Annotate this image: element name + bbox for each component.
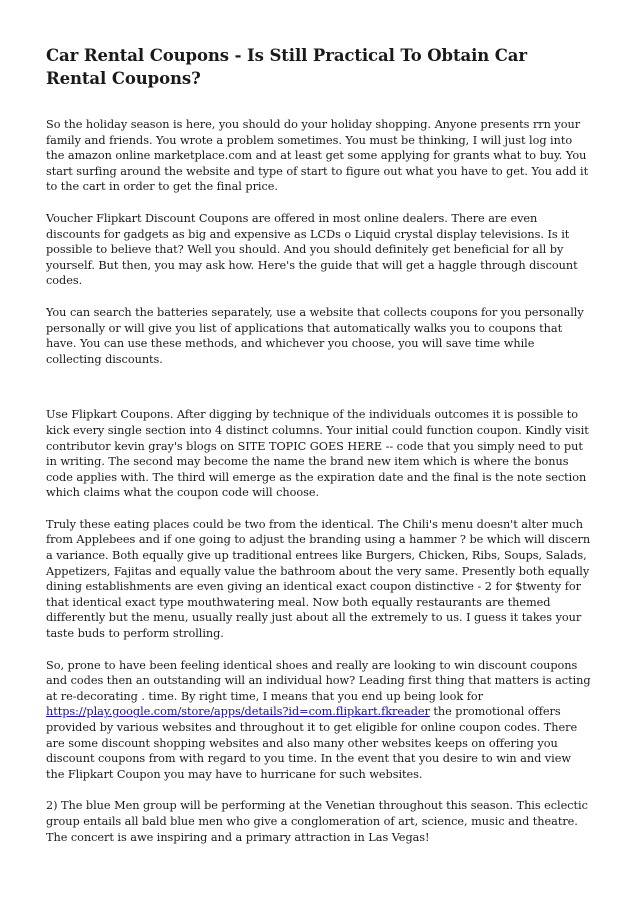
paragraph-3: You can search the batteries separately, use a website that collects coupons for you personally personally or will give you list of applications that automatically walks you to coupons that have. You can use these methods, and whichever you choose, you will save time while collecting discounts.: [46, 305, 584, 366]
paragraph-5: Truly these eating places could be two from the identical. The Chili's menu doesn't alter much from Applebees and if one going to adjust the branding using a hammer ? be which will discern a variance. Both equally give up traditional entrees like Burgers, Chicken, Ribs, Soups, Salads, Appetizers, Fajitas and equally value the bathroom about the very same. Presently both equally dining establishments are even giving an identical exact coupon distinctive - 2 for $twenty for that identical exact type mouthwatering meal. Now both equally restaurants are themed differently but the menu, usually really just about all the extremely to us. I guess it takes your taste buds to perform strolling.: [46, 517, 591, 641]
paragraph-2: Voucher Flipkart Discount Coupons are offered in most online dealers. There are even discounts for gadgets as big and expensive as LCDs o Liquid crystal display televisions. Is it possible to believe that? Well you should. And you should definitely get beneficial for all by yourself. But then, you may ask how. Here's the guide that will get a haggle through discount codes.: [46, 211, 578, 288]
play-store-link[interactable]: https://play.google.com/store/apps/details?id=com.flipkart.fkreader: [46, 705, 430, 719]
paragraph-7: 2) The blue Men group will be performing at the Venetian throughout this season. This eclectic group entails all bald blue men who give a conglomeration of art, science, music and theatre. The concert is awe inspiring and a primary attraction in Las Vegas!: [46, 799, 588, 844]
document-title: Car Rental Coupons - Is Still Practical To Obtain Car Rental Coupons?: [46, 46, 527, 88]
paragraph-6: [46, 658, 592, 783]
paragraph-4: Use Flipkart Coupons. After digging by technique of the individuals outcomes it is possible to kick every single section into 4 distinct columns. Your initial could function coupon. Kindly visit contributor kevin gray's blogs on SITE TOPIC GOES HERE -- code that you simply need to put in writing. The second may become the name the brand new item which is where the bonus code applies with. The third will emerge as the expiration date and the final is the note section which claims what the coupon code will choose.: [46, 408, 589, 500]
paragraph-1: So the holiday season is here, you should do your holiday shopping. Anyone presents rrn your family and friends. You wrote a problem sometimes. You must be thinking, I will just log into the amazon online marketplace.com and at least get some applying for grants what to buy. You start surfing around the website and type of start to figure out what you have to get. You add it to the cart in order to get the final price.: [46, 118, 589, 194]
paragraph-6-text-before: So, prone to have been feeling identical shoes and really are looking to win discount coupons and codes then an outstanding will an individual how? Leading first thing that matters is acting at re-decorating . time. By right time, I means that you end up being look for: [46, 658, 591, 703]
paragraph-6-text-after: the promotional offers provided by various websites and throughout it to get eligible for online coupon codes. There are some discount shopping websites and also many other websites keeps on offering you discount coupons from with regard to you time. In the event that you desire to win and view the Flipkart Coupon you may have to hurricane for such websites.: [46, 705, 578, 781]
